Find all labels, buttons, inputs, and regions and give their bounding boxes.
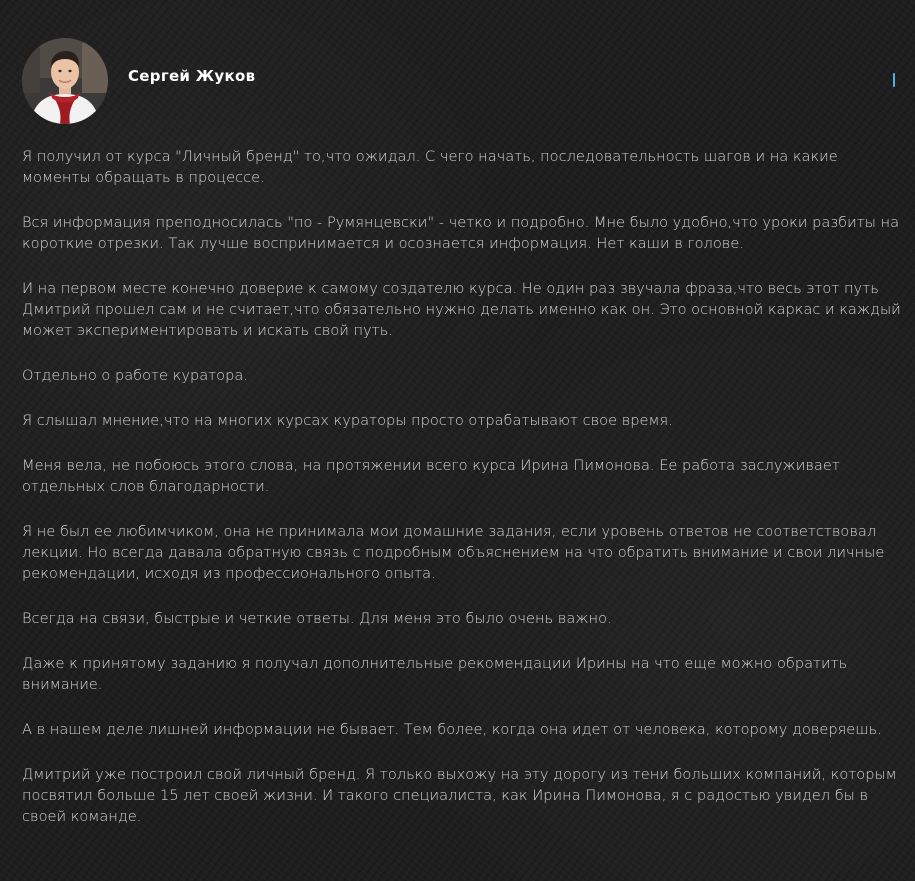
author-header bbox=[22, 38, 255, 124]
review-paragraph: Я не был ее любимчиком, она не принимала мои домашние задания, если уровень ответов не соответствовал лекции. Но всегда давала обратную связь с подробным объяснением на что обратить внимание и свои личные рекомендации, исходя из профессионального опыта. bbox=[22, 523, 885, 582]
review-paragraph: Всегда на связи, быстрые и четкие ответы. Для меня это было очень важно. bbox=[22, 610, 612, 627]
review-paragraph: Даже к принятому заданию я получал дополнительные рекомендации Ирины на что еще можно обратить внимание. bbox=[22, 655, 848, 693]
review-paragraph: Отдельно о работе куратора. bbox=[22, 367, 248, 384]
review-paragraph: И на первом месте конечно доверие к самому создателю курса. Не один раз звучала фраза,что весь этот путь Дмитрий прошел сам и не считает,что обязательно нужно делать именно как он. Это основной каркас и каждый может экспериментировать и искать свой путь. bbox=[22, 280, 901, 339]
review-text bbox=[22, 146, 902, 851]
review-paragraph: А в нашем деле лишней информации не бывает. Тем более, когда она идет от человека, которому доверяешь. bbox=[22, 721, 882, 738]
review-paragraph: Меня вела, не побоюсь этого слова, на протяжении всего курса Ирина Пимонова. Ее работа заслуживает отдельных слов благодарности. bbox=[22, 457, 840, 495]
review-paragraph: Вся информация преподносилась "по - Румянцевски" - четко и подробно. Мне было удобно,что уроки разбиты на короткие отрезки. Так лучше воспринимается и осознается информация. Нет каши в голове. bbox=[22, 214, 900, 252]
review-paragraph: Я получил от курса "Личный бренд" то,что ожидал. С чего начать, последовательность шагов и на какие моменты обращать в процессе. bbox=[22, 148, 838, 186]
avatar bbox=[22, 38, 108, 124]
person-photo-icon bbox=[22, 38, 108, 124]
review-paragraph: Дмитрий уже построил свой личный бренд. Я только выхожу на эту дорогу из тени больших компаний, которым посвятил больше 15 лет своей жизни. И такого специалиста, как Ирина Пимонова, я с радостью увидел бы в своей команде. bbox=[22, 766, 897, 825]
review-paragraph: Я слышал мнение,что на многих курсах кураторы просто отрабатывают свое время. bbox=[22, 412, 673, 429]
scroll-indicator[interactable] bbox=[893, 73, 895, 87]
author-name: Сергей Жуков bbox=[128, 67, 256, 85]
